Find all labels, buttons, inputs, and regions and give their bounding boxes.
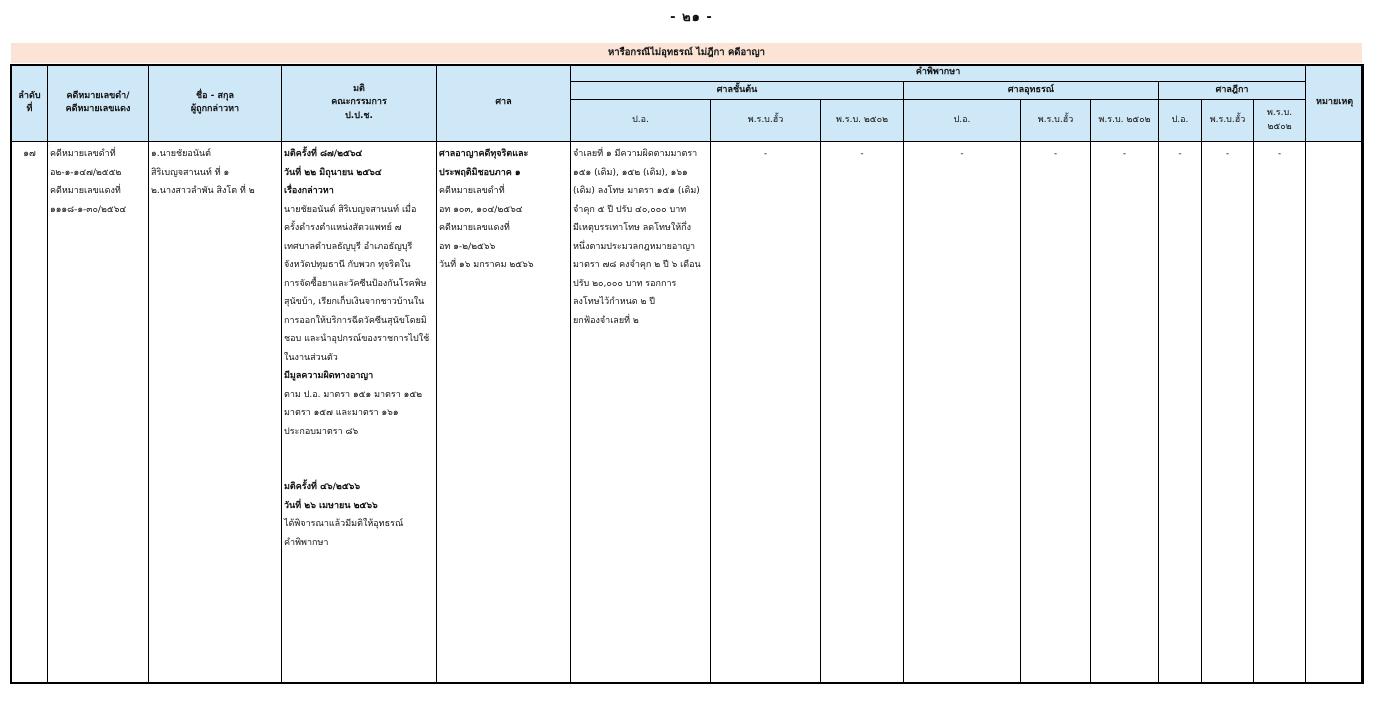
header-first-criminal: ป.อ. [571,100,711,142]
page-number: - ๒๑ - [670,10,713,25]
cell-resolution: มติครั้งที่ ๘๗/๒๕๖๔ วันที่ ๒๒ มิถุนายน ๒๕๖๔ เรื่องกล่าวหา นายชัยอนันต์ สิริเบญจสานนท์ เมื่อ ครั้งดำรงตำแหน่งสัตวแพทย์ ๗ เทศบาลตำบลธัญบุรี อำเภอธัญบุรี จังหวัดปทุมธานี กับพวก ทุจริตใน การจัดซื้อยาและวัคซีนป้องกันโรคพิษ สุนัขบ้า, เรียกเก็บเงินจากชาวบ้านใน การออกให้บริการฉีดวัคซีนสุนัขโดยมิ ชอบ และนำอุปกรณ์ของราชการไปใช้ ในงานส่วนตัว มีมูลความผิดทางอาญา ตาม ป.อ. มาตรา ๑๕๑ มาตรา ๑๕๒ มาตรา ๑๕๗ และมาตรา ๑๖๑ ประกอบมาตรา ๘๖ มติครั้งที่ ๔๖/๒๕๖๖ วันที่ ๒๖ เมษายน ๒๕๖๖ ได้พิจารณาแล้วมีมติให้อุทธรณ์ คำพิพากษา [282,142,437,684]
banner-title: หารือกรณีไม่อุทธรณ์ ไม่ฎีกา คดีอาญา [11,43,1362,63]
table-row [12,142,1364,684]
header-remark: หมายเหตุ [1306,65,1364,142]
cell-appeal-bid-act: - [1021,142,1091,684]
header-supreme-2502-act: พ.ร.บ. ๒๕๐๒ [1254,100,1306,142]
cell-no: ๑๗ [12,142,48,684]
cell-appeal-2502-act: - [1091,142,1159,684]
header-first-court: ศาลชั้นต้น [571,82,904,100]
cell-accused: ๑.นายชัยอนันต์ สิริเบญจสานนท์ ที่ ๑ ๒.นางสาวลำพัน สิงโต ที่ ๒ [149,142,282,684]
cell-court: ศาลอาญาคดีทุจริตและ ประพฤติมิชอบภาค ๑ คดีหมายเลขดำที่ อท ๑๐๓, ๑๐๔/๒๕๖๔ คดีหมายเลขแดงที่ อท ๑-๒/๒๕๖๖ วันที่ ๑๖ มกราคม ๒๕๖๖ [437,142,571,684]
header-supreme-bid-act: พ.ร.บ.ฮั้ว [1202,100,1254,142]
cell-supreme-bid-act: - [1202,142,1254,684]
header-first-2502-act: พ.ร.บ. ๒๕๐๒ [821,100,904,142]
cell-supreme-criminal: - [1159,142,1202,684]
header-accused: ชื่อ - สกุล ผู้ถูกกล่าวหา [149,65,282,142]
header-appeal-2502-act: พ.ร.บ. ๒๕๐๒ [1091,100,1159,142]
header-first-bid-act: พ.ร.บ.ฮั้ว [711,100,821,142]
cell-first-2502-act: - [821,142,904,684]
cell-remark [1306,142,1364,684]
header-court: ศาล [437,65,571,142]
header-supreme-court: ศาลฎีกา [1159,82,1306,100]
cell-appeal-criminal: - [904,142,1021,684]
header-supreme-criminal: ป.อ. [1159,100,1202,142]
case-table [11,64,1364,684]
header-appeal-criminal: ป.อ. [904,100,1021,142]
header-appeal-court: ศาลอุทธรณ์ [904,82,1159,100]
header-case-no: คดีหมายเลขดำ/ คดีหมายเลขแดง [48,65,149,142]
header-no: ลำดับ ที่ [12,65,48,142]
header-appeal-bid-act: พ.ร.บ.ฮั้ว [1021,100,1091,142]
header-judgment: คำพิพากษา [571,65,1306,82]
cell-case-no: คดีหมายเลขดำที่ อ๒-๑-๑๔๗/๒๕๕๒ คดีหมายเลขแดงที่ ๑๑๑๘-๑-๓๐/๒๕๖๔ [48,142,149,684]
cell-first-bid-act: - [711,142,821,684]
cell-first-criminal: จำเลยที่ ๑ มีความผิดตามมาตรา ๑๕๑ (เดิม), ๑๕๒ (เดิม), ๑๖๑ (เดิม) ลงโทษ มาตรา ๑๕๑ (เดิม) จำคุก ๕ ปี ปรับ ๔๐,๐๐๐ บาท มีเหตุบรรเทาโทษ ลดโทษให้กึ่ง หนึ่งตามประมวลกฎหมายอาญา มาตรา ๗๘ คงจำคุก ๒ ปี ๖ เดือน ปรับ ๒๐,๐๐๐ บาท รอกการ ลงโทษไว้กำหนด ๒ ปี ยกฟ้องจำเลยที่ ๒ [571,142,711,684]
header-resolution: มติ คณะกรรมการ ป.ป.ช. [282,65,437,142]
cell-supreme-2502-act: - [1254,142,1306,684]
